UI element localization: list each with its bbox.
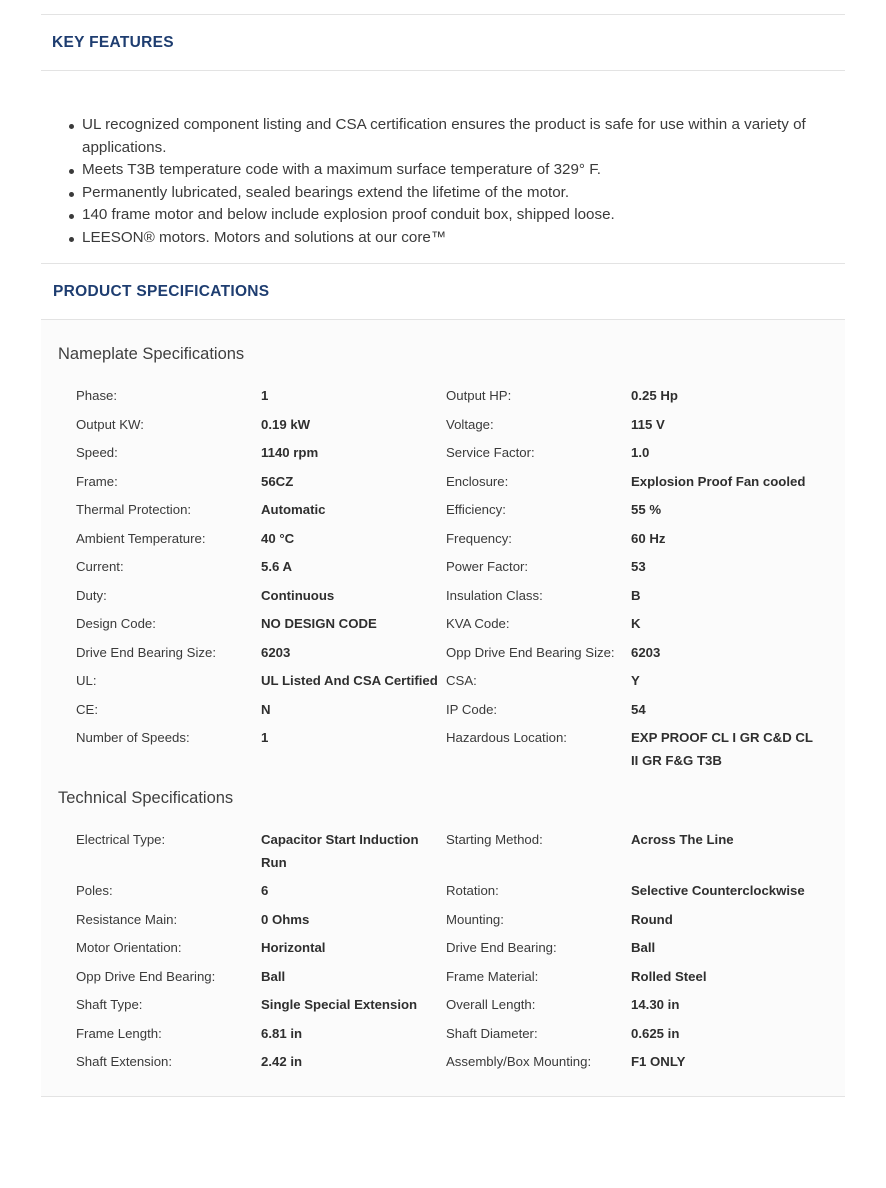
spec-value: 6203 (631, 644, 661, 660)
spec-value: Automatic (261, 502, 326, 517)
spec-value: 54 (631, 701, 646, 717)
spec-value: Rolled Steel (631, 968, 707, 984)
spec-label: Thermal Protection: (76, 502, 192, 517)
product-detail-page (41, 14, 845, 1097)
spec-row (76, 1051, 845, 1074)
spec-value: 0.25 Hp (631, 388, 678, 403)
spec-label: Shaft Type: (76, 997, 143, 1012)
spec-value: 60 Hz (631, 530, 666, 546)
spec-value: 55 % (631, 502, 662, 517)
spec-label: Hazardous Location: (446, 730, 567, 745)
key-features-header[interactable]: KEY FEATURES (52, 33, 174, 51)
spec-row (76, 471, 845, 494)
spec-row (76, 909, 845, 932)
spec-label: Speed: (76, 445, 118, 460)
spec-value: 0.19 kW (261, 416, 311, 432)
spec-label: Voltage: (446, 416, 494, 432)
divider (41, 1096, 845, 1097)
spec-label: KVA Code: (446, 616, 510, 631)
spec-value: N (261, 701, 271, 717)
spec-label: Mounting: (446, 911, 504, 927)
spec-value: B (631, 587, 641, 603)
spec-value: Continuous (261, 587, 335, 603)
spec-value: 2.42 in (261, 1054, 303, 1069)
spec-label: Efficiency: (446, 502, 506, 517)
spec-value: Y (631, 673, 640, 688)
spec-label: Electrical Type: (76, 832, 166, 847)
spec-value: 1 (261, 730, 269, 745)
spec-value: Explosion Proof Fan cooled (631, 473, 806, 489)
spec-row (76, 727, 845, 772)
key-features-content (41, 71, 845, 263)
spec-label: Power Factor: (446, 559, 529, 574)
spec-row (76, 414, 845, 437)
nameplate-specifications-table (41, 385, 845, 772)
spec-label: Service Factor: (446, 445, 535, 460)
spec-value: Horizontal (261, 940, 326, 955)
spec-label: Drive End Bearing: (446, 940, 557, 955)
spec-value: 0 Ohms (261, 911, 310, 927)
spec-value: Selective Counterclockwise (631, 883, 805, 898)
spec-row (76, 499, 845, 522)
spec-label: Overall Length: (446, 997, 536, 1012)
spec-value: 6.81 in (261, 1025, 303, 1041)
feature-item: Permanently lubricated, sealed bearings extend the lifetime of the motor. (82, 182, 835, 205)
spec-value: NO DESIGN CODE (261, 616, 377, 631)
spec-label: IP Code: (446, 701, 498, 717)
product-specifications-header[interactable]: PRODUCT SPECIFICATIONS (53, 282, 270, 300)
spec-label: Opp Drive End Bearing Size: (446, 644, 615, 660)
spec-label: Phase: (76, 388, 118, 403)
spec-label: Insulation Class: (446, 587, 543, 603)
spec-label: Number of Speeds: (76, 730, 190, 745)
spec-label: Rotation: (446, 883, 499, 898)
spec-row (76, 585, 845, 608)
spec-label: Current: (76, 559, 124, 574)
spec-value: EXP PROOF CL I GR C&D CL II GR F&G T3B (631, 730, 813, 768)
spec-label: Enclosure: (446, 473, 509, 489)
spec-value: Ball (631, 940, 656, 955)
spec-row (76, 1023, 845, 1046)
spec-value: 14.30 in (631, 997, 680, 1012)
spec-value: 5.6 A (261, 559, 293, 574)
spec-value: 56CZ (261, 473, 294, 489)
spec-row (76, 385, 845, 408)
spec-value: 40 °C (261, 530, 295, 546)
spec-value: K (631, 616, 641, 631)
spec-value: 53 (631, 559, 646, 574)
spec-value: 1 (261, 388, 269, 403)
spec-value: 115 V (631, 416, 665, 432)
spec-label: Design Code: (76, 616, 156, 631)
spec-value: 1140 rpm (261, 445, 319, 460)
key-features-list (68, 114, 835, 249)
spec-label: UL: (76, 673, 97, 688)
spec-label: Drive End Bearing Size: (76, 644, 217, 660)
spec-label: CSA: (446, 673, 477, 688)
spec-row (76, 966, 845, 989)
feature-item: LEESON® motors. Motors and solutions at our core™ (82, 227, 835, 250)
spec-label: Poles: (76, 883, 113, 898)
spec-label: Frequency: (446, 530, 512, 546)
spec-row (76, 613, 845, 636)
spec-value: 1.0 (631, 445, 650, 460)
spec-row (76, 528, 845, 551)
spec-value: Single Special Extension (261, 997, 418, 1012)
spec-value: 6203 (261, 644, 291, 660)
spec-label: Motor Orientation: (76, 940, 182, 955)
spec-value: 6 (261, 883, 269, 898)
spec-value: Ball (261, 968, 286, 984)
nameplate-specifications-title: Nameplate Specifications (58, 345, 245, 363)
spec-label: Duty: (76, 587, 107, 603)
spec-label: Resistance Main: (76, 911, 178, 927)
spec-row (76, 880, 845, 903)
spec-label: Shaft Diameter: (446, 1025, 538, 1041)
spec-value: F1 ONLY (631, 1054, 686, 1069)
spec-row (76, 937, 845, 960)
spec-value: Across The Line (631, 832, 734, 847)
spec-label: Output KW: (76, 416, 144, 432)
spec-row (76, 699, 845, 722)
spec-label: Frame Material: (446, 968, 539, 984)
spec-value: Round (631, 911, 673, 927)
technical-specifications-title: Technical Specifications (58, 789, 234, 807)
spec-label: CE: (76, 701, 98, 717)
spec-row (76, 994, 845, 1017)
spec-label: Shaft Extension: (76, 1054, 173, 1069)
spec-row (76, 670, 845, 693)
spec-label: Opp Drive End Bearing: (76, 968, 216, 984)
spec-label: Frame Length: (76, 1025, 162, 1041)
spec-row (76, 556, 845, 579)
spec-label: Ambient Temperature: (76, 530, 206, 546)
feature-item: UL recognized component listing and CSA certification ensures the product is safe for use within a variety of applications. (82, 114, 835, 159)
feature-item: Meets T3B temperature code with a maximum surface temperature of 329° F. (82, 159, 835, 182)
spec-value: Capacitor Start Induction Run (261, 832, 419, 870)
spec-row (76, 442, 845, 465)
spec-row (76, 829, 845, 874)
feature-item: 140 frame motor and below include explosion proof conduit box, shipped loose. (82, 204, 835, 227)
spec-label: Assembly/Box Mounting: (446, 1054, 592, 1069)
spec-value: UL Listed And CSA Certified (261, 673, 438, 688)
specifications-panel (41, 320, 845, 1096)
spec-row (76, 642, 845, 665)
spec-label: Output HP: (446, 388, 512, 403)
spec-value: 0.625 in (631, 1025, 680, 1041)
spec-label: Frame: (76, 473, 118, 489)
technical-specifications-table (41, 829, 845, 1074)
spec-label: Starting Method: (446, 832, 543, 847)
